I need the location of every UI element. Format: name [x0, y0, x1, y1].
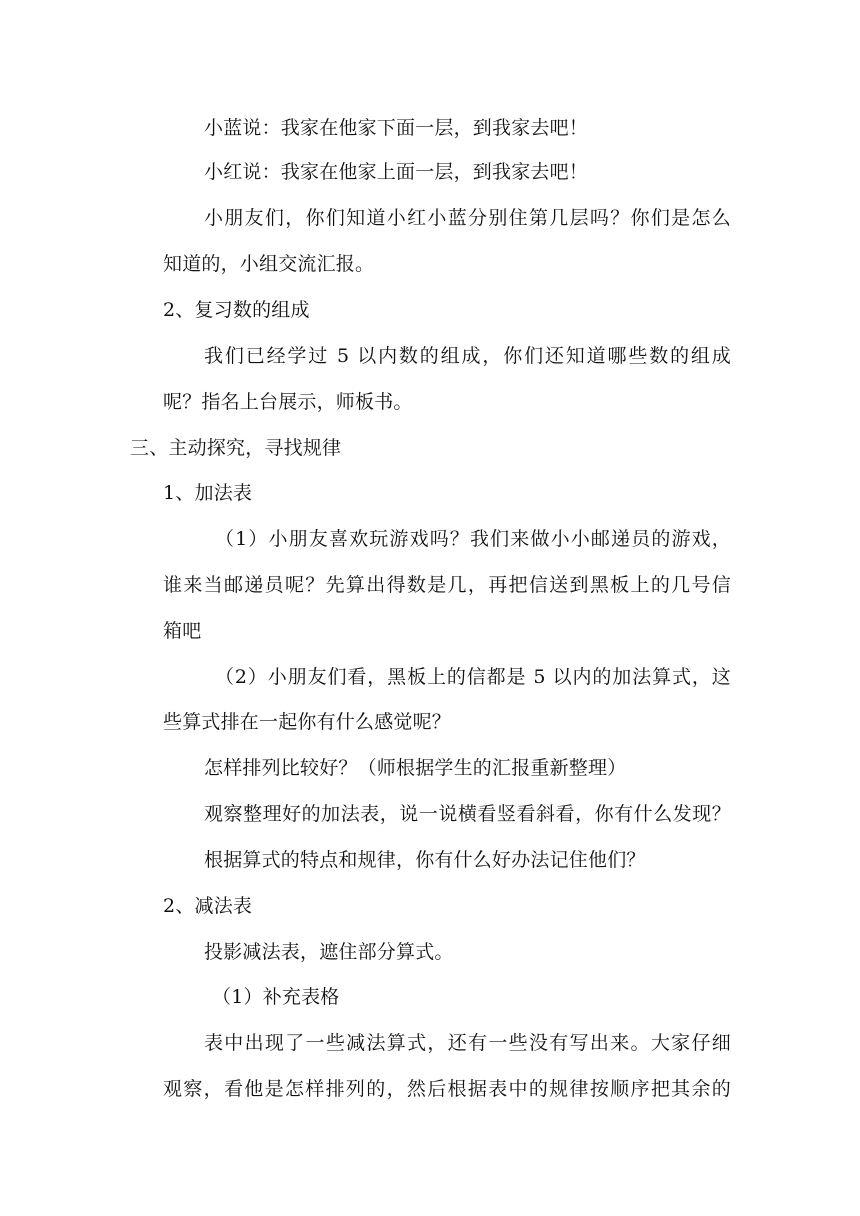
section-heading: 2、复习数的组成	[163, 299, 310, 321]
paragraph-line: 箱吧	[163, 620, 202, 642]
section-heading: 2、减法表	[163, 895, 253, 917]
section-heading: 1、加法表	[163, 482, 253, 504]
paragraph-line: 表中出现了一些减法算式，还有一些没有写出来。大家仔细	[204, 1032, 731, 1054]
paragraph-line: 谁来当邮递员呢？先算出得数是几，再把信送到黑板上的几号信	[163, 574, 731, 596]
paragraph-line: 小蓝说：我家在他家下面一层，到我家去吧！	[204, 117, 589, 139]
paragraph-line: 知道的，小组交流汇报。	[163, 253, 375, 275]
paragraph-line: 投影减法表，遮住部分算式。	[204, 941, 454, 963]
paragraph-line: 根据算式的特点和规律，你有什么好办法记住他们？	[204, 849, 646, 871]
paragraph-line: （1）小朋友喜欢玩游戏吗？我们来做小小邮递员的游戏，	[215, 528, 731, 550]
paragraph-line: 小红说：我家在他家上面一层，到我家去吧！	[204, 161, 589, 183]
subsection-heading: （1）补充表格	[212, 986, 340, 1008]
paragraph-line: 我们已经学过 5 以内数的组成，你们还知道哪些数的组成	[204, 345, 731, 367]
paragraph-line: 小朋友们，你们知道小红小蓝分别住第几层吗？你们是怎么	[204, 207, 731, 229]
paragraph-line: 观察，看他是怎样排列的，然后根据表中的规律按顺序把其余的	[163, 1078, 731, 1100]
paragraph-line: 些算式排在一起你有什么感觉呢？	[163, 711, 452, 733]
paragraph-line: 呢？指名上台展示，师板书。	[163, 391, 413, 413]
paragraph-line: （2）小朋友们看，黑板上的信都是 5 以内的加法算式，这	[215, 666, 731, 688]
paragraph-line: 观察整理好的加法表，说一说横看竖看斜看，你有什么发现？	[204, 803, 731, 825]
chapter-heading: 三、主动探究，寻找规律	[130, 437, 342, 459]
paragraph-line: 怎样排列比较好？（师根据学生的汇报重新整理）	[204, 757, 627, 779]
